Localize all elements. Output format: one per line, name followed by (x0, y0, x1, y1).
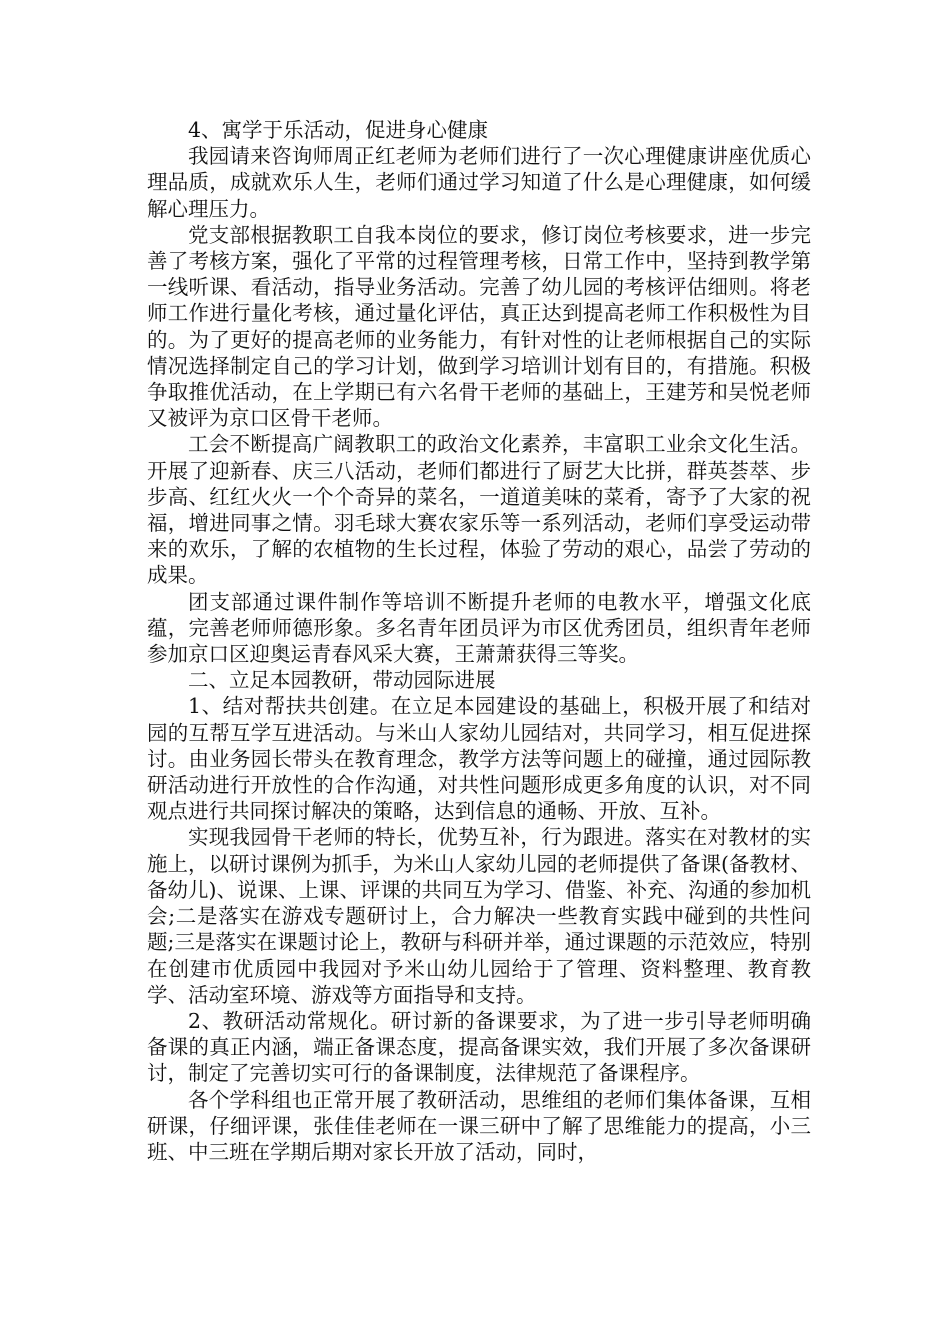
section-heading: 二、立足本园教研，带动园际进展 (188, 668, 496, 693)
paragraph: 实现我园骨干老师的特长，优势互补，行为跟进。落实在对教材的实施上，以研讨课例为抓手，为米山人家幼儿园的老师提供了备课(备教材、备幼儿)、说课、上课、评课的共同互为学习、借鉴、补充、沟通的参加机会;二是落实在游戏专题研讨上，合力解决一些教育实践中碰到的共性问题;三是落实在课题讨论上，教研与科研并举，通过课题的示范效应，特别在创建市优质园中我园对予米山幼儿园给于了管理、资料整理、教育教学、活动室环境、游戏等方面指导和支持。 (147, 825, 811, 1007)
paragraph: 1、结对帮扶共创建。在立足本园建设的基础上，积极开展了和结对园的互帮互学互进活动。与米山人家幼儿园结对，共同学习，相互促进探讨。由业务园长带头在教育理念，教学方法等问题上的碰撞，通过园际教研活动进行开放性的合作沟通，对共性问题形成更多角度的认识，对不同观点进行共同探讨解决的策略，达到信息的通畅、开放、互补。 (147, 694, 811, 824)
paragraph: 2、教研活动常规化。研讨新的备课要求，为了进一步引导老师明确备课的真正内涵，端正备课态度，提高备课实效，我们开展了多次备课研讨，制定了完善切实可行的备课制度，法律规范了备课程序。 (147, 1008, 811, 1086)
document-body (147, 117, 811, 1165)
paragraph: 团支部通过课件制作等培训不断提升老师的电教水平，增强文化底蕴，完善老师师德形象。多名青年团员评为市区优秀团员，组织青年老师参加京口区迎奥运青春风采大赛，王萧萧获得三等奖。 (147, 589, 811, 667)
paragraph: 党支部根据教职工自我本岗位的要求，修订岗位考核要求，进一步完善了考核方案，强化了平常的过程管理考核，日常工作中，坚持到教学第一线听课、看活动，指导业务活动。完善了幼儿园的考核评估细则。将老师工作进行量化考核，通过量化评估，真正达到提高老师工作积极性为目的。为了更好的提高老师的业务能力，有针对性的让老师根据自己的实际情况选择制定自己的学习计划，做到学习培训计划有目的，有措施。积极争取推优活动，在上学期已有六名骨干老师的基础上，王建芳和吴悦老师又被评为京口区骨干老师。 (147, 222, 811, 431)
paragraph: 各个学科组也正常开展了教研活动，思维组的老师们集体备课，互相研课，仔细评课，张佳佳老师在一课三研中了解了思维能力的提高，小三班、中三班在学期后期对家长开放了活动，同时， (147, 1087, 811, 1164)
paragraph: 我园请来咨询师周正红老师为老师们进行了一次心理健康讲座优质心理品质，成就欢乐人生，老师们通过学习知道了什么是心理健康，如何缓解心理压力。 (147, 144, 811, 221)
section-heading: 4、寓学于乐活动，促进身心健康 (188, 118, 489, 142)
paragraph: 工会不断提高广阔教职工的政治文化素养，丰富职工业余文化生活。开展了迎新春、庆三八活动，老师们都进行了厨艺大比拼，群英荟萃、步步高、红红火火一个个奇异的菜名，一道道美味的菜肴，寄予了大家的祝福，增进同事之情。羽毛球大赛农家乐等一系列活动，老师们享受运动带来的欢乐，了解的农植物的生长过程，体验了劳动的艰心，品尝了劳动的成果。 (147, 432, 811, 588)
